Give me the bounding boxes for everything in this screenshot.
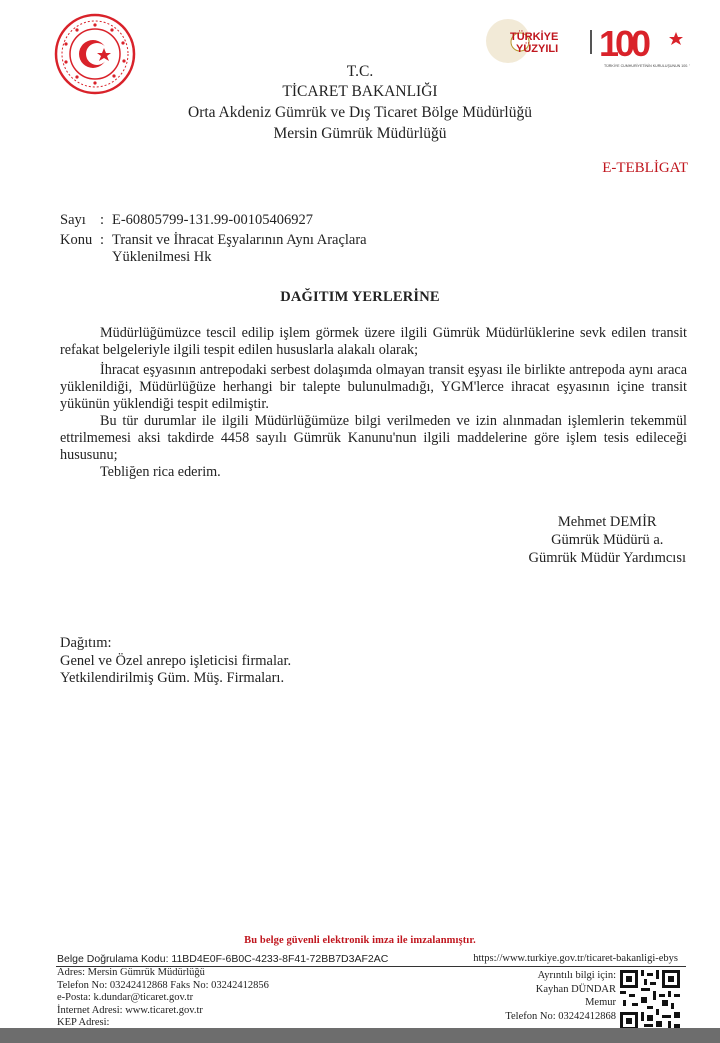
scan-bottom-edge (0, 1028, 720, 1043)
svg-text:100: 100 (599, 23, 648, 64)
header-regional-directorate: Orta Akdeniz Gümrük ve Dış Ticaret Bölge Müdürlüğü (188, 104, 532, 121)
svg-text:TÜRKİYE CUMHURİYETİNİN KURULUŞ: TÜRKİYE CUMHURİYETİNİN KURULUŞUNUN 100. YILI (604, 64, 690, 68)
distribution-item-1: Genel ve Özel anrepo işleticisi firmalar. (60, 653, 292, 669)
signatory-name: Mehmet DEMİR (557, 514, 657, 530)
distribution-item-2: Yetkilendirilmiş Güm. Müş. Firmaları. (60, 670, 285, 686)
recipient-heading: DAĞITIM YERLERİNE (280, 289, 440, 305)
contact-person-phone: Telefon No: 03242412868 (505, 1010, 616, 1022)
verification-url[interactable]: https://www.turkiye.gov.tr/ticaret-bakanligi-ebys (473, 953, 678, 964)
contact-info-label: Ayrıntılı bilgi için: (537, 970, 616, 981)
body-paragraph-1: Müdürlüğümüzce tescil edilip işlem görmek üzere ilgili Gümrük Müdürlüklerine sevk edilen transit refakat belgeleriyle ilgili tespit edilen hususlarla alakalı olarak; (60, 325, 687, 358)
contact-address: Adres: Mersin Gümrük Müdürlüğü (57, 967, 205, 978)
contact-phone-fax: Telefon No: 03242412868 Faks No: 03242412856 (57, 979, 269, 991)
svg-text:YÜZYILI: YÜZYILI (516, 43, 559, 55)
body-paragraph-3: Bu tür durumlar ile ilgili Müdürlüğümüze bilgi verilmeden ve izin alınmadan işlemlerin tekemmül ettrilmemesi aksi takdirde 4458 sayılı Gümrük Kanunu'nun ilgili maddelerine göre işlem tesis edileceği hususunu; (60, 413, 687, 463)
e-signature-notice: Bu belge güvenli elektronik imza ile imzalanmıştır. (244, 935, 476, 946)
signature-block (529, 513, 687, 567)
konu-separator: : (100, 232, 105, 248)
svg-text:TÜRKİYE: TÜRKİYE (510, 31, 559, 43)
e-tebligat-label: E-TEBLİGAT (602, 160, 688, 176)
header-ministry: TİCARET BAKANLIĞI (282, 83, 438, 100)
konu-value-line-1: Transit ve İhracat Eşyalarının Aynı Araçlara (112, 232, 367, 248)
konu-label: Konu (60, 232, 93, 248)
contact-person-role: Memur (585, 997, 616, 1008)
contact-website[interactable]: İnternet Adresi: www.ticaret.gov.tr (57, 1004, 203, 1016)
sayi-separator: : (100, 212, 105, 228)
distribution-heading: Dağıtım: (60, 635, 112, 651)
header-customs-directorate: Mersin Gümrük Müdürlüğü (273, 125, 447, 142)
konu-row (60, 232, 367, 249)
sayi-row (60, 212, 313, 229)
contact-person-name: Kayhan DÜNDAR (535, 983, 616, 995)
contact-kep: KEP Adresi: (57, 1017, 110, 1028)
qr-code-icon (620, 970, 680, 1030)
signatory-title-1: Gümrük Müdürü a. (551, 532, 664, 548)
sayi-value: E-60805799-131.99-00105406927 (112, 212, 313, 228)
verification-code: Belge Doğrulama Kodu: 11BD4E0F-6B0C-4233-8F41-72BB7D3AF2AC (57, 953, 389, 965)
sayi-label: Sayı (60, 212, 86, 228)
contact-info (57, 967, 269, 1030)
body-paragraph-4: Tebliğen rica ederim. (100, 464, 221, 480)
signatory-title-2: Gümrük Müdür Yardımcısı (528, 550, 686, 566)
header-tc: T.C. (346, 63, 374, 80)
konu-value-line-2: Yüklenilmesi Hk (112, 249, 212, 265)
body-paragraph-2: İhracat eşyasının antrepodaki serbest dolaşımda olmayan transit eşyası ile birlikte antrepoda aynı araca yüklenildiği, Müdürlüğüze herhangi bir talepte bulunulmadığı, YGM'lerce ihracat eşyasının içine transit yükünün yüklendiği tespit edilmiştir. (60, 362, 687, 412)
contact-person (505, 969, 616, 1023)
contact-email[interactable]: e-Posta: k.dundar@ticaret.gov.tr (57, 992, 194, 1003)
